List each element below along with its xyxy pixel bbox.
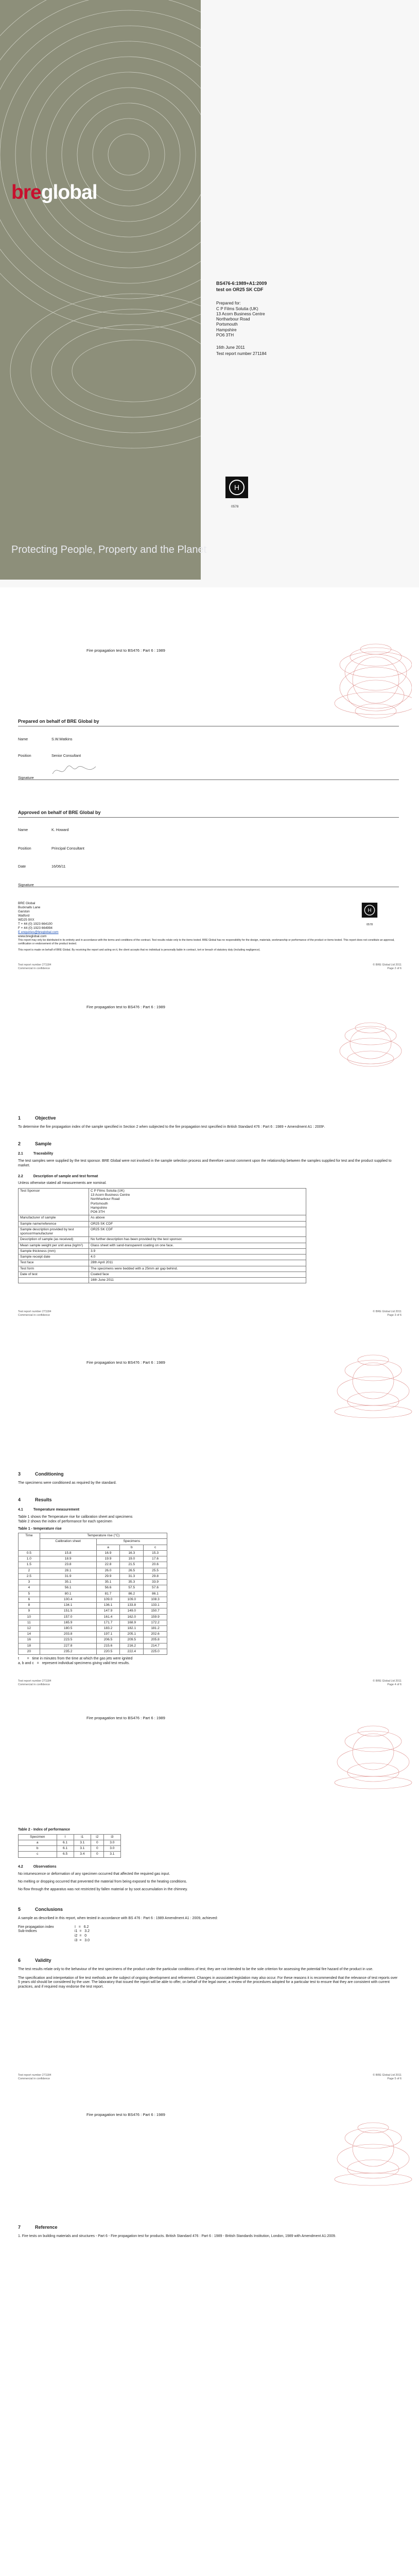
date-value: 16/06/11 [51, 864, 66, 869]
section-text: The test results relate only to the behaviour of the test specimens of the product under the particular conditions of test; they are not intended to be the sole criterion for assessing the potential fire hazard of the product in use. [18, 1967, 373, 1971]
table-cell: 3 [19, 1580, 40, 1585]
page-footer-left: Test report number 271184 Commercial in confidence [18, 2074, 51, 2080]
table-cell-key: Sample receipt date [19, 1255, 89, 1260]
table-row [19, 1248, 306, 1254]
table-note: a, b and c = represent individual specimens giving valid test results. [18, 1661, 130, 1665]
table-cell: 168.9 [120, 1620, 144, 1625]
section-text: The specification and interpretation of fire test methods are the subject of ongoing development and refinement. Changes in associated legislation may also occur. For these reasons it is recommended that the relevance of test reports over 5 years old should be considered by the user. The laboratory that issued the report will be able to offer, on behalf of the legal owner, a review of the procedures adopted for a particular test to ensure that they are consistent with current practices, and if required may endorse the test report. [18, 1976, 398, 1989]
table-header: Specimens [96, 1539, 167, 1545]
table-cell: 6 [19, 1597, 40, 1602]
table-cell: 8 [19, 1603, 40, 1608]
table-cell: 26.0 [96, 1568, 120, 1573]
table-cell: 202.6 [144, 1632, 167, 1637]
table-row [19, 1626, 167, 1632]
page-header: Fire propagation test to BS476 : Part 6 : 1989 [86, 2112, 165, 2117]
section-number: 2 [18, 1141, 21, 1146]
table-row [19, 1221, 306, 1227]
page-header: Fire propagation test to BS476 : Part 6 : 1989 [86, 1005, 165, 1009]
table-cell-key: Description of sample (as received) [19, 1237, 89, 1243]
table-cell: c [19, 1852, 57, 1857]
table-cell: 149.0 [120, 1608, 144, 1614]
table-cell: 16.9 [96, 1550, 120, 1556]
cover-tagline: Protecting People, Property and the Planet [11, 544, 207, 555]
section-title: Conclusions [35, 1906, 63, 1912]
table-cell: 159.9 [144, 1614, 167, 1620]
table-cell: 56.6 [96, 1585, 120, 1591]
table-header: Time [19, 1533, 40, 1551]
table-cell: 18 [19, 1643, 40, 1649]
table-cell: 3.0 [103, 1840, 120, 1845]
approved-heading: Approved on behalf of BRE Global by [18, 810, 101, 815]
table-cell-key: Test Sponsor [19, 1189, 89, 1215]
table-cell-key: Mean sample weight per unit area (kg/m²) [19, 1243, 89, 1248]
table-row [19, 1585, 167, 1591]
table-cell: 1.5 [19, 1562, 40, 1568]
table-cell-key: Sample name/reference [19, 1221, 89, 1227]
table-cell: 3.1 [74, 1846, 91, 1852]
client-line: Northarbour Road [216, 317, 250, 322]
table-cell: 6.1 [57, 1840, 74, 1845]
table-header: a [96, 1545, 120, 1550]
table-row [19, 1846, 121, 1852]
table-cell: 20 [19, 1649, 40, 1654]
table-row [19, 1550, 167, 1556]
table-cell: 35.1 [40, 1580, 96, 1585]
table-cell-value: C P Films Solutia (UK) 13 Acorn Business Centre Northharbour Road Portsmouth Hampshire PO6 3TH [89, 1189, 306, 1215]
table-cell: 9 [19, 1608, 40, 1614]
subsection-number: 4.1 [18, 1508, 23, 1512]
section-text: Table 2 shows the index of performance for each specimen [18, 1519, 112, 1523]
temperature-table [18, 1533, 167, 1655]
table-cell: 10 [19, 1614, 40, 1620]
table-cell-value: OR25 SK CDF [89, 1227, 306, 1236]
table-cell: 100.4 [40, 1597, 96, 1602]
table-cell-value: No further description has been provided by the test sponsor. [89, 1237, 306, 1243]
table-cell-value: As above [89, 1215, 306, 1221]
table-cell: 3.1 [103, 1852, 120, 1857]
section-text: The test samples were supplied by the test sponsor. BRE Global were not involved in the sample selection process and therefore cannot comment upon the relationship between the samples supplied for test and the product supplied to market. [18, 1159, 392, 1167]
signature-label: Signature [18, 883, 34, 887]
client-line: 13 Acorn Business Centre [216, 311, 265, 316]
table-cell: 57.6 [144, 1585, 167, 1591]
table-row [19, 1568, 167, 1573]
table-cell: 2 [19, 1568, 40, 1573]
table-cell: 20.6 [144, 1562, 167, 1568]
table-cell: 180.5 [40, 1626, 96, 1632]
subsection-title: Temperature measurement [33, 1508, 80, 1512]
decorative-swirl-icon [317, 2097, 414, 2205]
table-cell-key: Test face [19, 1260, 89, 1266]
table-cell: 109.0 [120, 1597, 144, 1602]
table-row [19, 1215, 306, 1221]
table-cell: 136.1 [96, 1603, 120, 1608]
table-row [19, 1608, 167, 1614]
table-caption: Table 1 - temperature rise [18, 1527, 62, 1531]
table-cell: 6.5 [57, 1852, 74, 1857]
table-cell: 1.0 [19, 1556, 40, 1562]
section-text: The specimens were conditioned as required by the standard. [18, 1481, 117, 1485]
report-title-line1: BS476-6:1989+A1:2009 [216, 281, 267, 286]
table-caption: Table 2 - Index of performance [18, 1828, 71, 1832]
section-text: No melting or dropping occurred that prevented the material from being exposed to the heating conditions. [18, 1880, 187, 1884]
handwritten-signature-icon [51, 762, 98, 778]
table-cell: 56.1 [40, 1585, 96, 1591]
table-cell-key [19, 1277, 89, 1283]
table-cell: 25.5 [144, 1568, 167, 1573]
table-cell: a [19, 1840, 57, 1845]
page-footer-right: © BRE Global Ltd 2011 Page 5 of 6 [373, 2074, 401, 2080]
table-cell: 15.8 [40, 1550, 96, 1556]
table-cell: 22.8 [96, 1562, 120, 1568]
section-text: No flow through the apparatus was not restricted by fallen material or by soot accumulation in the chimney. [18, 1887, 188, 1891]
cover-details [216, 281, 386, 357]
table-row [19, 1272, 306, 1277]
cover-swirl-graphic [0, 0, 201, 580]
section-number: 3 [18, 1471, 21, 1477]
table-row [19, 1227, 306, 1236]
table-cell-value: OR25 SK CDF [89, 1221, 306, 1227]
result-value: i2 = 0 [75, 1934, 87, 1938]
section-text: To determine the fire propagation index of the sample specified in Section 2 when subjected to the fire propagation test specified in British Standard 476 : Part 6 : 1989 + Amendment A1 : 2009¹. [18, 1125, 325, 1129]
table-cell: 35.1 [96, 1580, 120, 1585]
table-row [19, 1852, 121, 1857]
approved-name: K. Howard [51, 827, 69, 832]
page-header: Fire propagation test to BS476 : Part 6 : 1989 [86, 1360, 165, 1365]
brand-logo: breglobal [11, 181, 97, 204]
table-cell: 26.5 [120, 1568, 144, 1573]
table-cell: 133.1 [144, 1603, 167, 1608]
table-cell: 151.5 [40, 1608, 96, 1614]
website-link[interactable]: www.breglobal.com [18, 935, 47, 938]
table-header-row [19, 1834, 121, 1840]
table-row [19, 1603, 167, 1608]
table-row [19, 1237, 306, 1243]
table-header-row [19, 1539, 167, 1545]
client-line: Hampshire [216, 327, 237, 332]
page-footer-right: © BRE Global Ltd 2011 Page 4 of 6 [373, 1680, 401, 1686]
table-cell: 31.3 [120, 1573, 144, 1579]
address-line: BRE Global [18, 902, 36, 905]
table-cell: 21.5 [120, 1562, 144, 1568]
table-cell: 14 [19, 1632, 40, 1637]
decorative-swirl-icon [317, 1329, 414, 1437]
section-text: Table 1 shows the Temperature rise for calibration sheet and specimens [18, 1515, 133, 1519]
table-cell-key: Manufacturer of sample [19, 1215, 89, 1221]
result-value: I = 6.2 [75, 1925, 89, 1929]
badge-number: 0578 [231, 505, 239, 509]
prepared-heading: Prepared on behalf of BRE Global by [18, 719, 99, 724]
table-cell: 162.0 [120, 1614, 144, 1620]
decorative-swirl-icon [314, 608, 412, 737]
divider [18, 817, 399, 818]
table-cell-value: Glass sheet with sand-transparent coating on one face. [89, 1243, 306, 1248]
table-cell: 16.3 [120, 1550, 144, 1556]
table-cell: 11 [19, 1620, 40, 1625]
cover-date: 16th June 2011 [216, 345, 245, 350]
subsection-title: Observations [33, 1865, 57, 1869]
table-cell: 183.2 [96, 1626, 120, 1632]
table-cell: 3.0 [103, 1846, 120, 1852]
table-cell: b [19, 1846, 57, 1852]
table-cell-value: 3.9 [89, 1248, 306, 1254]
subsection-title: Description of sample and test format [33, 1174, 98, 1178]
table-row [19, 1255, 306, 1260]
prepared-for-label: Prepared for: [216, 301, 241, 306]
table-cell: 216.2 [120, 1643, 144, 1649]
table-row [19, 1243, 306, 1248]
client-line: PO6 3TH [216, 332, 234, 337]
table-row [19, 1649, 167, 1654]
client-line: Portsmouth [216, 322, 238, 327]
page-header: Fire propagation test to BS476 : Part 6 : 1989 [86, 1716, 165, 1720]
table-row [19, 1580, 167, 1585]
approved-position-label: Position [18, 846, 31, 851]
table-cell: 81.7 [96, 1591, 120, 1597]
table-cell: 222.4 [120, 1649, 144, 1654]
table-cell-key: Test form [19, 1266, 89, 1272]
address-line: Garston [18, 910, 30, 913]
section-number: 1 [18, 1115, 21, 1121]
accreditation-badge-icon [360, 902, 379, 922]
table-cell: 33.9 [144, 1580, 167, 1585]
table-header: Specimen [19, 1834, 57, 1840]
approved-name-label: Name [18, 827, 28, 832]
table-header: i3 [103, 1834, 120, 1840]
section-number: 4 [18, 1497, 21, 1502]
table-cell-key: Date of test [19, 1272, 89, 1277]
prepared-position-label: Position [18, 753, 31, 758]
table-cell: 31.9 [40, 1573, 96, 1579]
table-cell: 80.1 [40, 1591, 96, 1597]
index-table [18, 1834, 121, 1858]
table-cell: 215.6 [96, 1643, 120, 1649]
table-cell-value: 16th June 2011 [89, 1277, 306, 1283]
page-footer-right: © BRE Global Ltd 2011 Page 3 of 6 [373, 1310, 401, 1317]
section-title: Conditioning [35, 1471, 64, 1477]
svg-text:H: H [368, 908, 372, 913]
date-label: Date [18, 864, 26, 869]
badge-number: 0578 [366, 923, 373, 926]
subsection-number: 2.2 [18, 1174, 23, 1178]
table-cell: 235.2 [40, 1649, 96, 1654]
table-cell: 147.9 [96, 1608, 120, 1614]
table-row [19, 1614, 167, 1620]
result-value: i3 = 3.0 [75, 1938, 90, 1942]
table-cell: 15.3 [144, 1550, 167, 1556]
result-label: Fire propagation index [18, 1925, 54, 1929]
table-cell: 181.2 [144, 1626, 167, 1632]
section-title: Reference [35, 2225, 58, 2230]
section-text: A sample as described in this report, when tested in accordance with BS 476 : Part 6 : 1989 Amendment A1 : 2009, achieved: [18, 1916, 218, 1920]
table-header: b [120, 1545, 144, 1550]
table-header: Calibration sheet [40, 1539, 96, 1550]
table-cell-key: Sample thickness (mm) [19, 1248, 89, 1254]
prepared-name-label: Name [18, 737, 28, 741]
table-cell: 4 [19, 1585, 40, 1591]
reference-text: 1. Fire tests on building materials and structures - Part 6 - Fire propagation test for products. British Standard 476 : Part 6 : 1989 - British Standards Institution, London, 1989 with Amendment A1:2009. [18, 2234, 336, 2239]
table-cell: 205.8 [144, 1637, 167, 1643]
table-cell: 3.4 [74, 1852, 91, 1857]
section-title: Sample [35, 1141, 52, 1146]
table-row [19, 1260, 306, 1266]
table-row [19, 1266, 306, 1272]
table-cell: 86.1 [144, 1591, 167, 1597]
table-row [19, 1632, 167, 1637]
cover-panel [0, 0, 201, 580]
table-header: i2 [91, 1834, 103, 1840]
address-line: WD25 9XX [18, 918, 34, 922]
table-cell: 0 [91, 1846, 103, 1852]
table-cell: 29.9 [96, 1573, 120, 1579]
table-cell: 206.5 [96, 1637, 120, 1643]
table-cell: 182.1 [120, 1626, 144, 1632]
table-cell: 19.0 [120, 1556, 144, 1562]
accreditation-badge-icon [224, 475, 250, 505]
report-number: Test report number 271184 [216, 351, 267, 357]
table-cell: 150.7 [144, 1608, 167, 1614]
table-cell: 108.3 [144, 1597, 167, 1602]
section-number: 6 [18, 1957, 21, 1963]
address-line: Watford [18, 914, 30, 918]
approved-position: Principal Consultant [51, 846, 84, 851]
table-row [19, 1556, 167, 1562]
table-row [19, 1840, 121, 1845]
table-cell: 133.8 [120, 1603, 144, 1608]
table-cell: 28.1 [40, 1568, 96, 1573]
table-cell: 6.1 [57, 1846, 74, 1852]
table-cell: 16 [19, 1637, 40, 1643]
result-label: Sub-indices [18, 1929, 37, 1934]
table-cell: 172.2 [144, 1620, 167, 1625]
table-cell: 23.8 [40, 1562, 96, 1568]
table-row [19, 1573, 167, 1579]
table-cell: 0 [91, 1852, 103, 1857]
address-line: Bucknalls Lane [18, 906, 41, 909]
table-cell: 109.0 [96, 1597, 120, 1602]
section-title: Validity [35, 1957, 51, 1963]
email-link[interactable]: E enquiries@breglobal.com [18, 930, 59, 934]
section-text: Unless otherwise stated all measurements are nominal. [18, 1181, 107, 1185]
address-line: F + 44 (0) 1923 664994 [18, 926, 53, 930]
table-cell: 220.5 [96, 1649, 120, 1654]
table-cell: 157.0 [40, 1614, 96, 1620]
table-cell: 165.9 [40, 1620, 96, 1625]
subsection-title: Traceability [33, 1152, 54, 1156]
client-line: C P Films Solutia (UK) [216, 306, 258, 311]
table-cell: 86.2 [120, 1591, 144, 1597]
page-footer-left: Test report number 271184 Commercial in confidence [18, 1680, 51, 1686]
table-row [19, 1562, 167, 1568]
section-title: Objective [35, 1115, 56, 1121]
table-cell: 19.9 [96, 1556, 120, 1562]
table-cell: 214.7 [144, 1643, 167, 1649]
address-line: T + 44 (0) 1923 664100 [18, 922, 53, 926]
svg-text:H: H [234, 483, 240, 492]
table-cell: 35.3 [120, 1580, 144, 1585]
table-cell: 57.5 [120, 1585, 144, 1591]
section-title: Results [35, 1497, 52, 1502]
page-footer-left: Test report number 271184 Commercial in confidence [18, 1310, 51, 1317]
table-cell-key: Sample description provided by test sponsor/manufacturer [19, 1227, 89, 1236]
table-header: c [144, 1545, 167, 1550]
table-header: i1 [74, 1834, 91, 1840]
table-row [19, 1189, 306, 1215]
table-cell: 203.8 [40, 1632, 96, 1637]
table-cell: 225.0 [144, 1649, 167, 1654]
table-row [19, 1591, 167, 1597]
table-header-row [19, 1533, 167, 1539]
sample-description-table [18, 1188, 306, 1283]
section-number: 7 [18, 2225, 21, 2230]
disclaimer-text: This report may only be distributed in its entirety and in accordance with the terms and conditions of the contract. Test results relate only to the items tested. BRE Global has no responsibility for the design, materials, workmanship or performance of the product or items tested. This report does not constitute an approval, certification or endorsement of the product tested. [18, 939, 395, 945]
table-cell: 134.1 [40, 1603, 96, 1608]
table-cell: 5 [19, 1591, 40, 1597]
table-cell-value: Coated face [89, 1272, 306, 1277]
page-header: Fire propagation test to BS476 : Part 6 : 1989 [86, 648, 165, 653]
page-footer-right: © BRE Global Ltd 2011 Page 2 of 6 [373, 963, 401, 970]
table-cell: 18.9 [40, 1556, 96, 1562]
table-cell-value: 28th April 2011 [89, 1260, 306, 1266]
table-row [19, 1620, 167, 1625]
table-cell-value: The specimens were bedded with a 25mm air gap behind. [89, 1266, 306, 1272]
signature-label: Signature [18, 775, 34, 780]
table-cell: 205.1 [120, 1632, 144, 1637]
table-note: t = time in minutes from the time at which the gas jets were ignited [18, 1657, 133, 1661]
table-cell-value: 4.0 [89, 1255, 306, 1260]
table-row [19, 1643, 167, 1649]
table-cell: 227.8 [40, 1643, 96, 1649]
table-cell: 223.5 [40, 1637, 96, 1643]
result-value: i1 = 3.2 [75, 1929, 90, 1934]
table-cell: 3.1 [74, 1840, 91, 1845]
prepared-name: S.W.Watkins [51, 737, 73, 741]
subsection-number: 2.1 [18, 1152, 23, 1156]
divider [18, 779, 399, 780]
disclaimer-text: This report is made on behalf of BRE Global. By receiving the report and acting on it, the client accepts that no individual is personally liable in contract, tort or breach of statutory duty (including negligence). [18, 948, 260, 952]
prepared-position: Senior Consultant [51, 753, 81, 758]
section-text: No intumescence or deformation of any specimen occurred that affected the required gas input. [18, 1872, 170, 1876]
subsection-number: 4.2 [18, 1865, 23, 1869]
table-cell: 29.8 [144, 1573, 167, 1579]
decorative-swirl-icon [319, 997, 412, 1084]
table-header: I [57, 1834, 74, 1840]
page-footer-left: Test report number 271184 Commercial in confidence [18, 963, 51, 970]
table-header: Temperature rise (°C) [40, 1533, 167, 1539]
table-cell: 12 [19, 1626, 40, 1632]
table-cell: 171.7 [96, 1620, 120, 1625]
table-row [19, 1597, 167, 1602]
bre-address [18, 902, 59, 939]
table-cell: 2.5 [19, 1573, 40, 1579]
table-cell: 197.1 [96, 1632, 120, 1637]
table-cell: 0 [91, 1840, 103, 1845]
table-cell: 161.4 [96, 1614, 120, 1620]
disclaimer [18, 939, 399, 952]
table-row [19, 1277, 306, 1283]
section-number: 5 [18, 1906, 21, 1912]
table-cell: 17.6 [144, 1556, 167, 1562]
report-title-line2: test on OR25 SK CDF [216, 286, 264, 292]
decorative-swirl-icon [317, 1700, 414, 1808]
table-cell: 0.5 [19, 1550, 40, 1556]
table-cell: 209.5 [120, 1637, 144, 1643]
table-row [19, 1637, 167, 1643]
